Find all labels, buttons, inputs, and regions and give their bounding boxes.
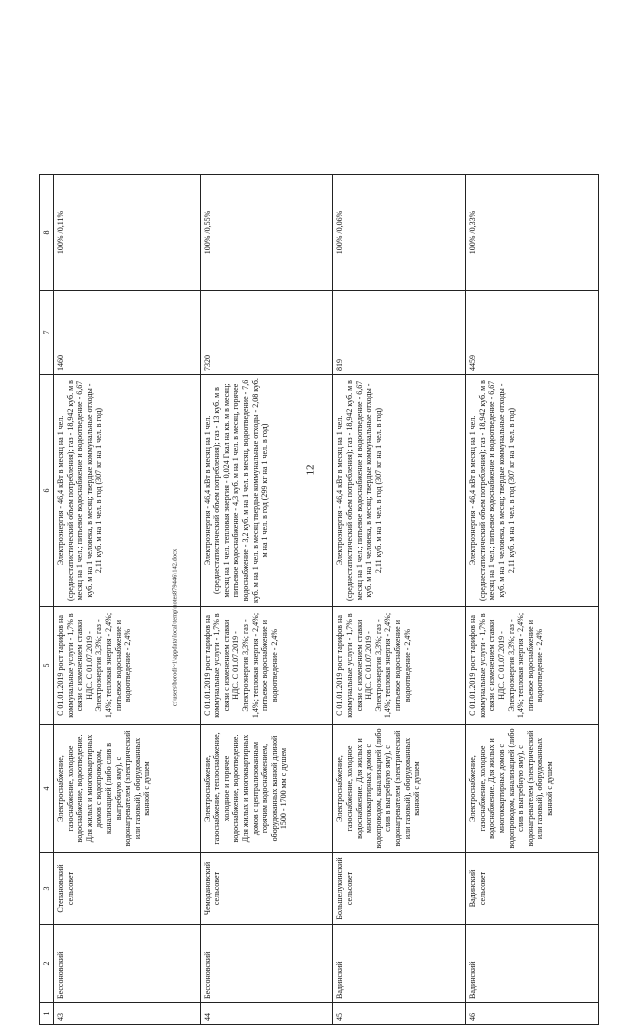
council-cell: Большелукинский сельсовет: [333, 853, 466, 925]
consumption-cell: Электроэнергия - 46,4 кВт в месяц на 1 чел. (среднестатистический объем потребления); газ - 18,942 куб. м в месяц на 1 чел.; питьевое водоснабжение и водоотведение - 6,67 куб. м на 1 человека, в месяц; твердые коммунальные отходы - 2,11 куб. м на 1 чел. в год (307 кг на 1 чел. в год): [333, 375, 466, 607]
header-cell: 3: [40, 853, 54, 925]
services-cell: Электроснабжение, газоснабжение, теплоснабжение, холодное и горячее водоснабжение, водоотведение. Для жилых и многоквартирных домов с централизованным горячим водоснабжением, оборудованных ванной длиной 1500 - 1700 мм с душем: [200, 725, 333, 853]
row-number: 43: [54, 1003, 201, 1025]
population-cell: 7320: [200, 291, 333, 375]
tariff-cell: С 01.01.2019 рост тарифов на коммунальные услуги - 1,7% в связи с изменением ставки НДС. С 01.07.2019 - Электроэнергия 3,3%; газ - 1,4%; тепловая энергия - 2,4%; питьевое водоснабжение и водоотведение - 2,4%: [466, 607, 599, 725]
percent-cell: 100% /0,55%: [200, 175, 333, 291]
consumption-cell: Электроэнергия - 46,4 кВт в месяц на 1 чел. (среднестатистический объем потребления); газ - 18,942 куб. м в месяц на 1 чел.; питьевое водоснабжение и водоотведение - 6,67 куб. м на 1 человека, в месяц; твердые коммунальные отходы - 2,11 куб. м на 1 чел. в год (307 кг на 1 чел. в год): [54, 375, 201, 607]
page-number: 12: [304, 464, 317, 476]
table-row: [200, 175, 333, 1025]
district-cell: Вадинский: [333, 925, 466, 1003]
percent-cell: 100% /0,33%: [466, 175, 599, 291]
district-cell: Бессоновский: [54, 925, 201, 1003]
header-cell: 4: [40, 725, 54, 853]
council-cell: Вадинский сельсовет: [466, 853, 599, 925]
consumption-cell: Электроэнергия - 46,4 кВт в месяц на 1 чел. (среднестатистический объем потребления); газ - 18,942 куб. м в месяц на 1 чел.; питьевое водоснабжение и водоотведение - 6,67 куб. м на 1 человека, в месяц; твердые коммунальные отходы - 2,11 куб. м на 1 чел. в год (307 кг на 1 чел. в год): [466, 375, 599, 607]
percent-cell: 100% /0,06%: [333, 175, 466, 291]
table-row: [333, 175, 466, 1025]
consumption-cell: Электроэнергия - 46,4 кВт в месяц на 1 чел. (среднестатистический объем потребления); газ - 13 куб. м в месяц на 1 чел. тепловая энергия - 0,024 Гкал на кв. м в месяц; питьевое водоснабжение - 4,3 куб. м на 1 чел. в месяц, горячее водоснабжение - 3,2 куб. м на 1 чел. в месяц, водоотведение - 7,6 куб. м на 1 чел. в месяц твердые коммунальные отходы - 2,08 куб. м на 1 чел. в год (299 кг на 1 чел. в год): [200, 375, 333, 607]
row-number: 46: [466, 1003, 599, 1025]
percent-cell: 100% /0,11%: [54, 175, 201, 291]
tariff-cell: С 01.01.2019 рост тарифов на коммунальные услуги - 1,7% в связи с изменением ставки НДС. С 01.07.2019 - Электроэнергия 3,3%; газ - 1,4%; тепловая энергия - 2,4%; питьевое водоснабжение и водоотведение - 2,4%: [54, 607, 201, 725]
tariff-table: [39, 174, 599, 1025]
district-cell: Бессоновский: [200, 925, 333, 1003]
table-row: [54, 175, 201, 1025]
tariff-cell: С 01.01.2019 рост тарифов на коммунальные услуги - 1,7% в связи с изменением ставки НДС. С 01.07.2019 - Электроэнергия 3,3%; газ - 1,4%; тепловая энергия - 2,4%; питьевое водоснабжение и водоотведение - 2,4%: [200, 607, 333, 725]
table-header-row: [40, 175, 54, 1025]
services-cell: Электроснабжение, газоснабжение, холодное водоснабжение, водоотведение. Для жилых и многоквартирных домов с водопроводом, канализацией (либо слив в выгребную яму), с водонагревателем (электрический или газовый), оборудованных ванной с душем: [54, 725, 201, 853]
header-cell: 1: [40, 1003, 54, 1025]
population-cell: 819: [333, 291, 466, 375]
council-cell: Степановский сельсовет: [54, 853, 201, 925]
header-cell: 2: [40, 925, 54, 1003]
council-cell: Чемодановский сельсовет: [200, 853, 333, 925]
row-number: 44: [200, 1003, 333, 1025]
header-cell: 5: [40, 607, 54, 725]
services-cell: Электроснабжение, газоснабжение, холодное водоснабжение. Для жилых и многоквартирных домов с водопроводом, канализацией (либо слив в выгребную яму), с водонагревателем (электрический или газовый), оборудованных ванной с душем: [466, 725, 599, 853]
tariff-table-container: [39, 175, 599, 1025]
population-cell: 1460: [54, 291, 201, 375]
population-cell: 4459: [466, 291, 599, 375]
district-cell: Вадинский: [466, 925, 599, 1003]
services-cell: Электроснабжение, газоснабжение, холодное водоснабжение. Для жилых и многоквартирных домов с водопроводом, канализацией (либо слив в выгребную яму), с водонагревателем (электрический или газовый), оборудованных ванной с душем: [333, 725, 466, 853]
header-cell: 6: [40, 375, 54, 607]
tariff-cell: С 01.01.2019 рост тарифов на коммунальные услуги - 1,7% в связи с изменением ставки НДС. С 01.07.2019 - Электроэнергия 3,3%; газ - 1,4%; тепловая энергия - 2,4%; питьевое водоснабжение и водоотведение - 2,4%: [333, 607, 466, 725]
header-cell: 7: [40, 291, 54, 375]
footer-file-path: c:\users\borodi~1\appdata\local\temp\notes879446\142.docx: [171, 548, 179, 707]
row-number: 45: [333, 1003, 466, 1025]
table-row: [466, 175, 599, 1025]
header-cell: 8: [40, 175, 54, 291]
